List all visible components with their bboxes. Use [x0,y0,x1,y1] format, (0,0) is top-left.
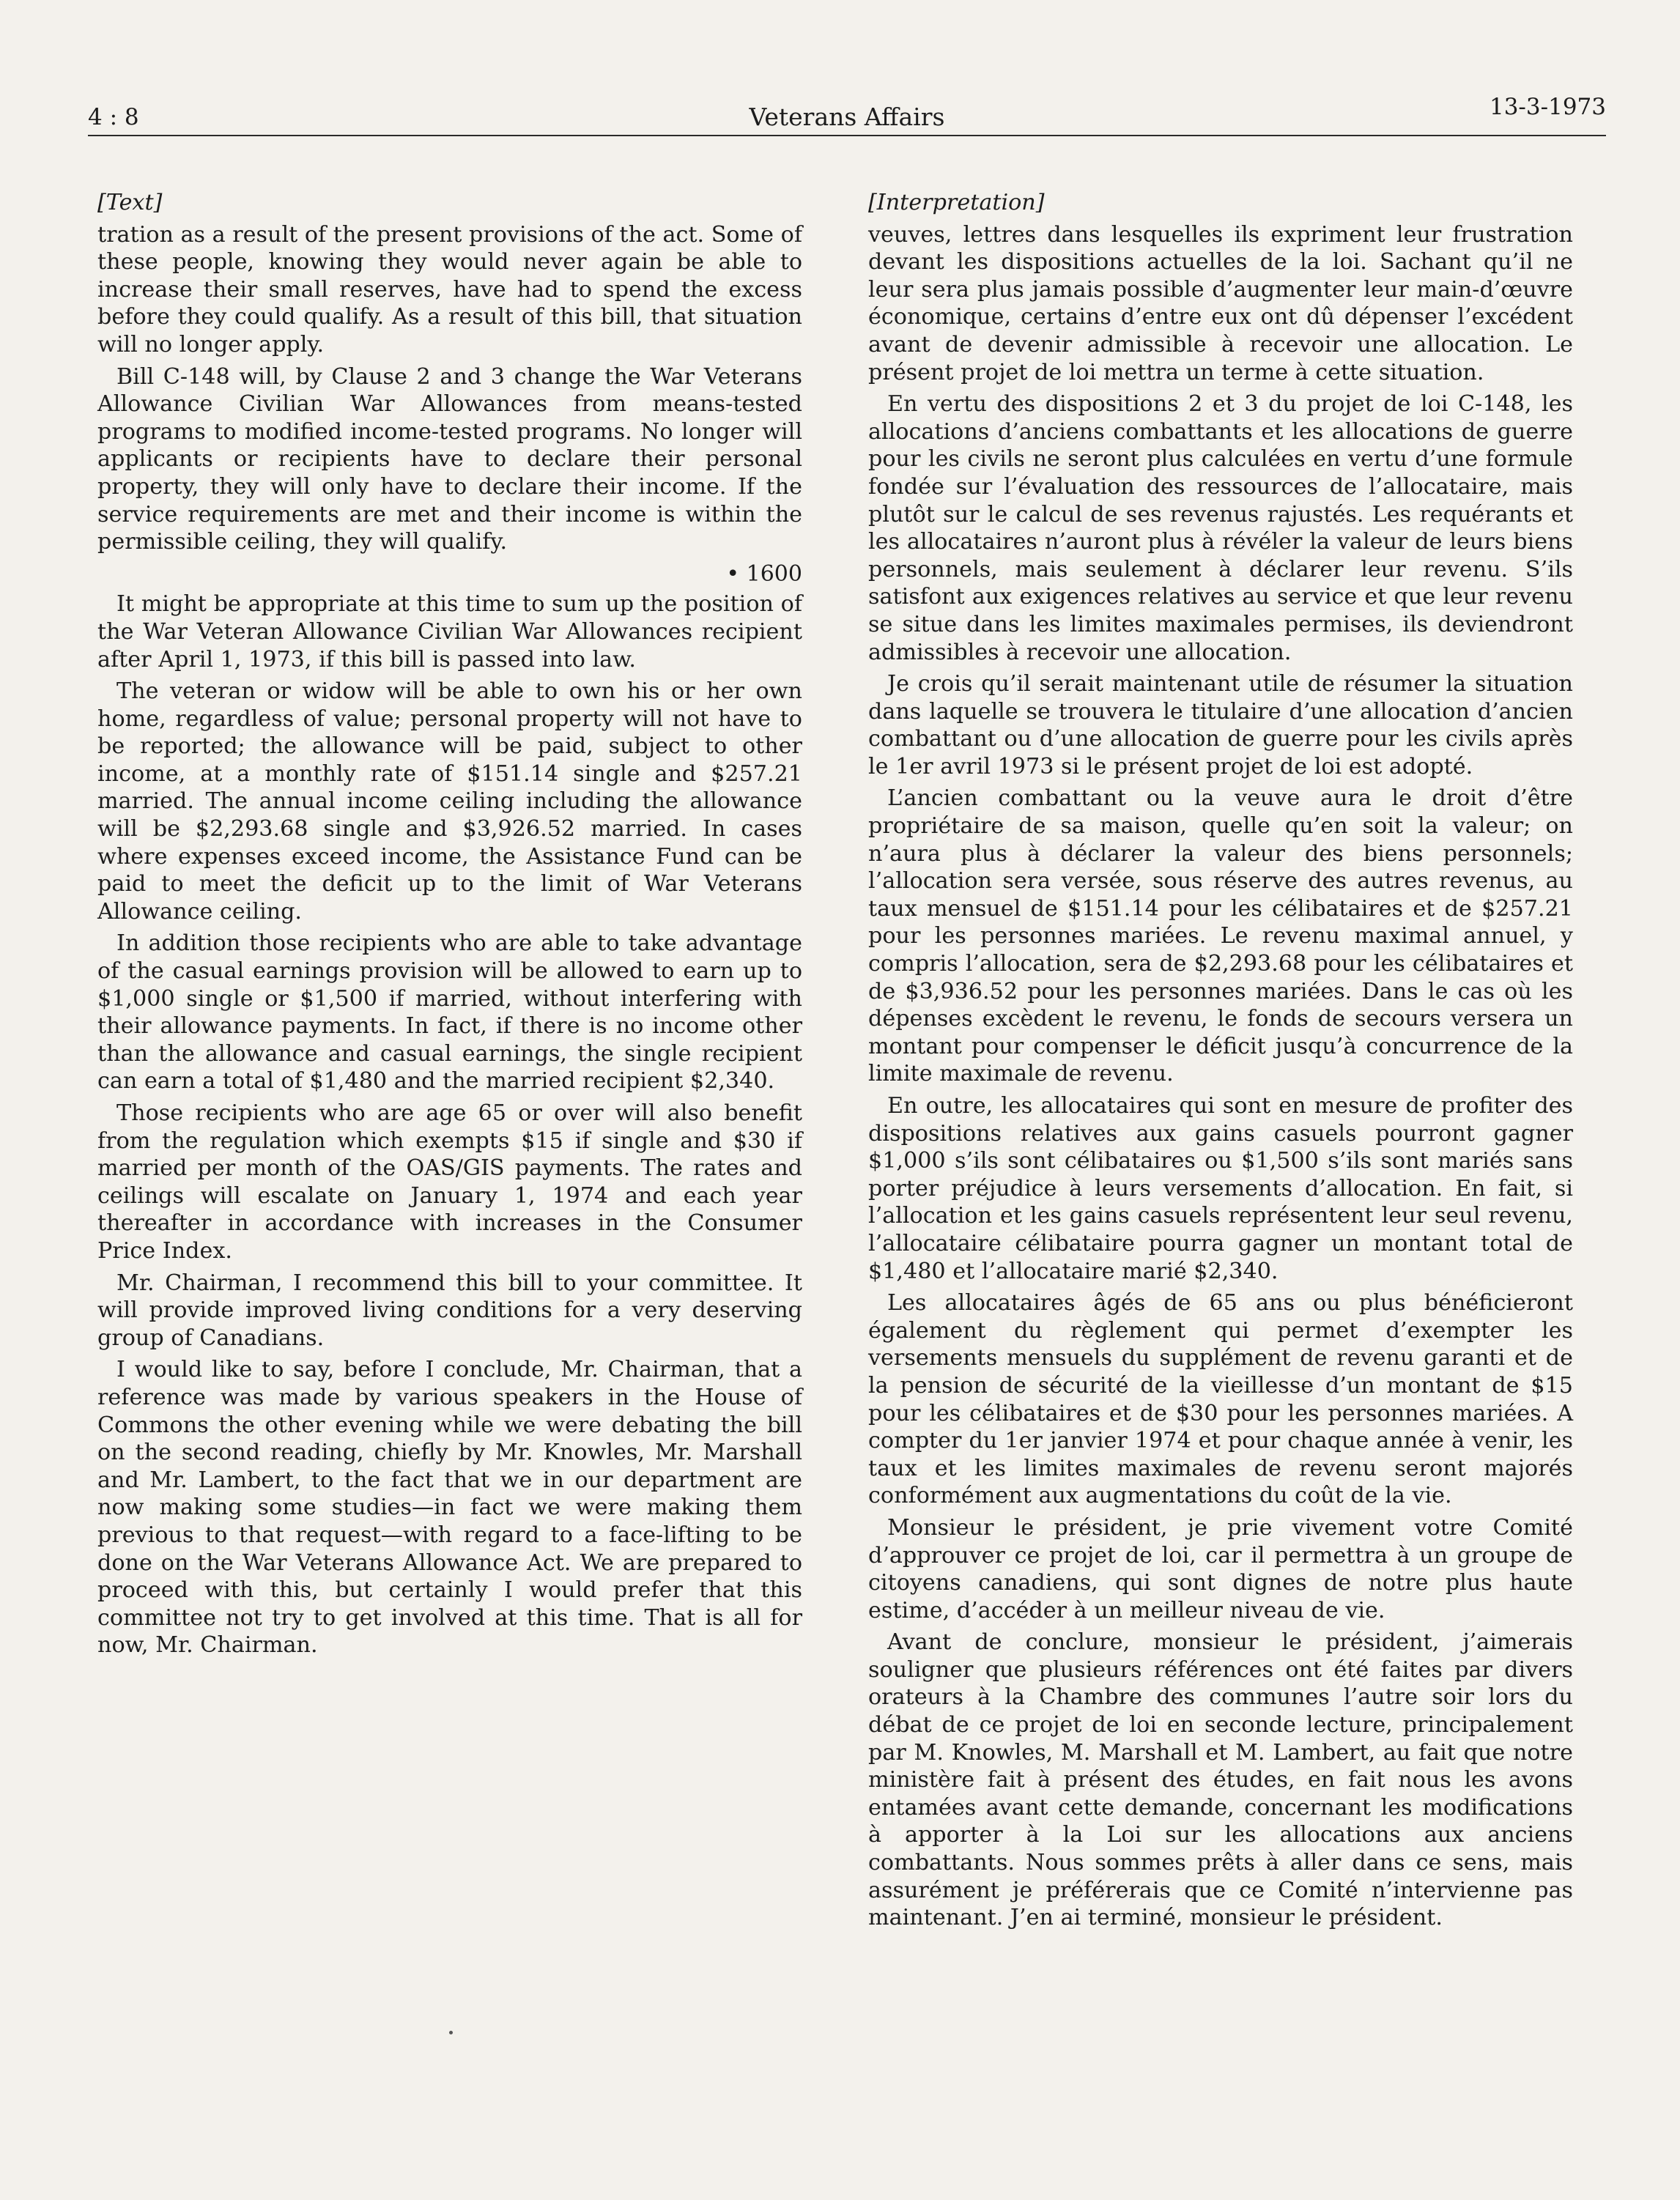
paragraph: Those recipients who are age 65 or over will also benefit from the regulation which exempts $15 if single and $30 if married per month of the OAS/GIS payments. The rates and ceilings will escalate on January 1, 1974 and each year thereafter in accordance with increases in the Consumer Price Index. [97,1100,802,1264]
speck [449,2031,453,2034]
running-title: Veterans Affairs [749,103,945,131]
french-column [868,189,1573,1936]
text-label: [Text] [97,190,163,215]
paragraph: Bill C-148 will, by Clause 2 and 3 change the War Veterans Allowance Civilian War Allowances from means-tested programs to modified income-tested programs. No longer will applicants or recipients have to declare their personal property, they will only have to declare their income. If the service requirements are met and their income is within the permissible ceiling, they will qualify. [97,363,802,555]
paragraph: veuves, lettres dans lesquelles ils expriment leur frustration devant les dispositions actuelles de la loi. Sachant qu’il ne leur sera plus jamais possible d’augmenter leur main-d’œuvre économique, certains d’entre eux ont dû dépenser l’excédent avant de devenir admissible à recevoir une allocation. Le présent projet de loi mettra un terme à cette situation. [868,221,1573,385]
paragraph: L’ancien combattant ou la veuve aura le droit d’être propriétaire de sa maison, quelle qu’en soit la valeur; on n’aura plus à déclarer la valeur des biens personnels; l’allocation sera versée, sous réserve des autres revenus, au taux mensuel de $151.14 pour les célibataires et de $257.21 pour les personnes mariées. Le revenu maximal annuel, y compris l’allocation, sera de $2,293.68 pour les célibataires et de $3,936.52 pour les personnes mariées. Dans le cas où les dépenses excèdent le revenu, le fonds de secours versera un montant pour compenser le déficit jusqu’à concurrence de la limite maximale de revenu. [868,785,1573,1087]
page-header [88,89,1606,136]
paragraph: I would like to say, before I conclude, Mr. Chairman, that a reference was made by various speakers in the House of Commons the other evening while we were debating the bill on the second reading, chiefly by Mr. Knowles, Mr. Marshall and Mr. Lambert, to the fact that we in our department are now making some studies—in fact we were making them previous to that request—with regard to a face-lifting to be done on the War Veterans Allowance Act. We are prepared to proceed with this, but certainly I would prefer that this committee not try to get involved at this time. That is all for now, Mr. Chairman. [97,1357,802,1659]
paragraph: Je crois qu’il serait maintenant utile de résumer la situation dans laquelle se trouvera le titulaire d’une allocation d’ancien combattant ou d’une allocation de guerre pour les civils après le 1er avril 1973 si le présent projet de loi est adopté. [868,671,1573,779]
paragraph: The veteran or widow will be able to own his or her own home, regardless of value; personal property will not have to be reported; the allowance will be paid, subject to other income, at a monthly rate of $151.14 single and $257.21 married. The annual income ceiling including the allowance will be $2,293.68 single and $3,926.52 married. In cases where expenses exceed income, the Assistance Fund can be paid to meet the deficit up to the limit of War Veterans Allowance ceiling. [97,678,802,925]
page-number: 4 : 8 [88,104,139,130]
paragraph: Monsieur le président, je prie vivement votre Comité d’approuver ce projet de loi, car il permettra à un groupe de citoyens canadiens, qui sont dignes de notre plus haute estime, d’accéder à un meilleur niveau de vie. [868,1514,1573,1623]
paragraph: It might be appropriate at this time to sum up the position of the War Veteran Allowance Civilian War Allowances recipient after April 1, 1973, if this bill is passed into law. [97,591,802,673]
paragraph: tration as a result of the present provisions of the act. Some of these people, knowing they would never again be able to increase their small reserves, have had to spend the excess before they could qualify. As a result of this bill, that situation will no longer apply. [97,221,802,358]
paragraph: En vertu des dispositions 2 et 3 du projet de loi C-148, les allocations d’anciens combattants et les allocations de guerre pour les civils ne seront plus calculées en vertu d’une formule fondée sur l’évaluation des ressources de l’allocataire, mais plutôt sur le calcul de ses revenus rajustés. Les requérants et les allocataires n’auront plus à révéler la valeur de leurs biens personnels, mais seulement à déclarer leur revenu. S’ils satisfont aux exigences relatives au service et que leur revenu se situe dans les limites maximales permises, ils deviendront admissibles à recevoir une allocation. [868,391,1573,665]
interpretation-label: [Interpretation] [868,190,1045,215]
paragraph: Mr. Chairman, I recommend this bill to your committee. It will provide improved living conditions for a very deserving group of Canadians. [97,1270,802,1351]
paragraph: En outre, les allocataires qui sont en mesure de profiter des dispositions relatives aux gains casuels pourront gagner $1,000 s’ils sont célibataires ou $1,500 s’ils sont mariés sans porter préjudice à leurs versements d’allocation. En fait, si l’allocation et les gains casuels représentent leur seul revenu, l’allocataire célibataire pourra gagner un montant total de $1,480 et l’allocataire marié $2,340. [868,1093,1573,1284]
header-date: 13-3-1973 [1489,94,1606,120]
paragraph: Avant de conclure, monsieur le président, j’aimerais souligner que plusieurs références ont été faites par divers orateurs à la Chambre des communes l’autre soir lors du débat de ce projet de loi en seconde lecture, principalement par M. Knowles, M. Marshall et M. Lambert, au fait que notre ministère fait à présent des études, en fait nous les avons entamées avant cette demande, concernant les modifications à apporter à la Loi sur les allocations aux anciens combattants. Nous sommes prêts à aller dans ce sens, mais assurément je préférerais que ce Comité n’intervienne pas maintenant. J’en ai terminé, monsieur le président. [868,1629,1573,1931]
english-column [97,189,802,1664]
time-marker: • 1600 [726,560,802,587]
paragraph: In addition those recipients who are able to take advantage of the casual earnings provision will be allowed to earn up to $1,000 single or $1,500 if married, without interfering with their allowance payments. In fact, if there is no income other than the allowance and casual earnings, the single recipient can earn a total of $1,480 and the married recipient $2,340. [97,930,802,1095]
paragraph: Les allocataires âgés de 65 ans ou plus bénéficieront également du règlement qui permet d’exempter les versements mensuels du supplément de revenu garanti et de la pension de sécurité de la vieillesse d’un montant de $15 pour les célibataires et de $30 pour les personnes mariées. A compter du 1er janvier 1974 et pour chaque année à venir, les taux et les limites maximales de revenu seront majorés conformément aux augmentations du coût de la vie. [868,1290,1573,1509]
